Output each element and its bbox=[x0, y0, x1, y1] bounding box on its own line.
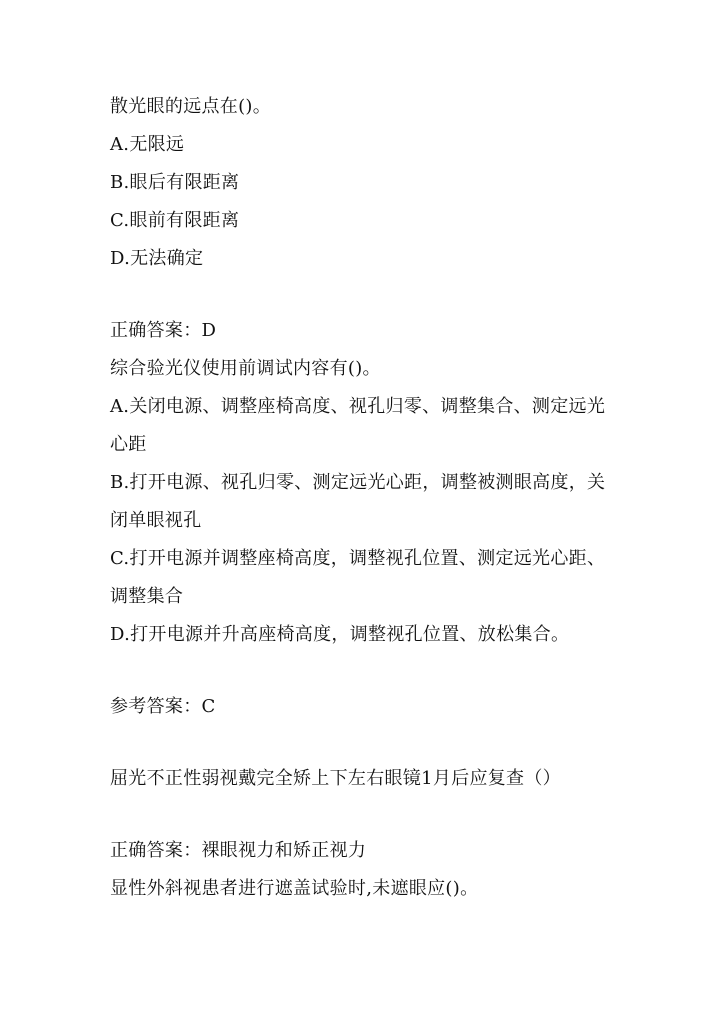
question-3-answer: 正确答案：裸眼视力和矫正视力 bbox=[110, 840, 367, 861]
question-2-option-c: C.打开电源并调整座椅高度，调整视孔位置、测定远光心距、调整集合 bbox=[110, 548, 606, 607]
question-1-option-d: D.无法确定 bbox=[110, 248, 204, 269]
question-2-text: 综合验光仪使用前调试内容有()。 bbox=[110, 358, 381, 379]
document-page bbox=[110, 88, 610, 908]
question-1-option-b: B.眼后有限距离 bbox=[110, 172, 240, 193]
question-2-option-d: D.打开电源并升高座椅高度，调整视孔位置、放松集合。 bbox=[110, 624, 570, 645]
question-1-answer: 正确答案：D bbox=[110, 320, 217, 341]
question-3-text: 屈光不正性弱视戴完全矫上下左右眼镜1月后应复查（） bbox=[110, 768, 561, 789]
question-1-option-c: C.眼前有限距离 bbox=[110, 210, 240, 231]
question-4-text: 显性外斜视患者进行遮盖试验时,未遮眼应()。 bbox=[110, 878, 479, 899]
question-1-text: 散光眼的远点在()。 bbox=[110, 96, 272, 117]
question-2-option-a: A.关闭电源、调整座椅高度、视孔归零、调整集合、测定远光心距 bbox=[110, 396, 606, 455]
question-1-option-a: A.无限远 bbox=[110, 134, 185, 155]
question-2-answer: 参考答案：C bbox=[110, 696, 216, 717]
question-2-option-b: B.打开电源、视孔归零、测定远光心距，调整被测眼高度，关闭单眼视孔 bbox=[110, 472, 606, 531]
